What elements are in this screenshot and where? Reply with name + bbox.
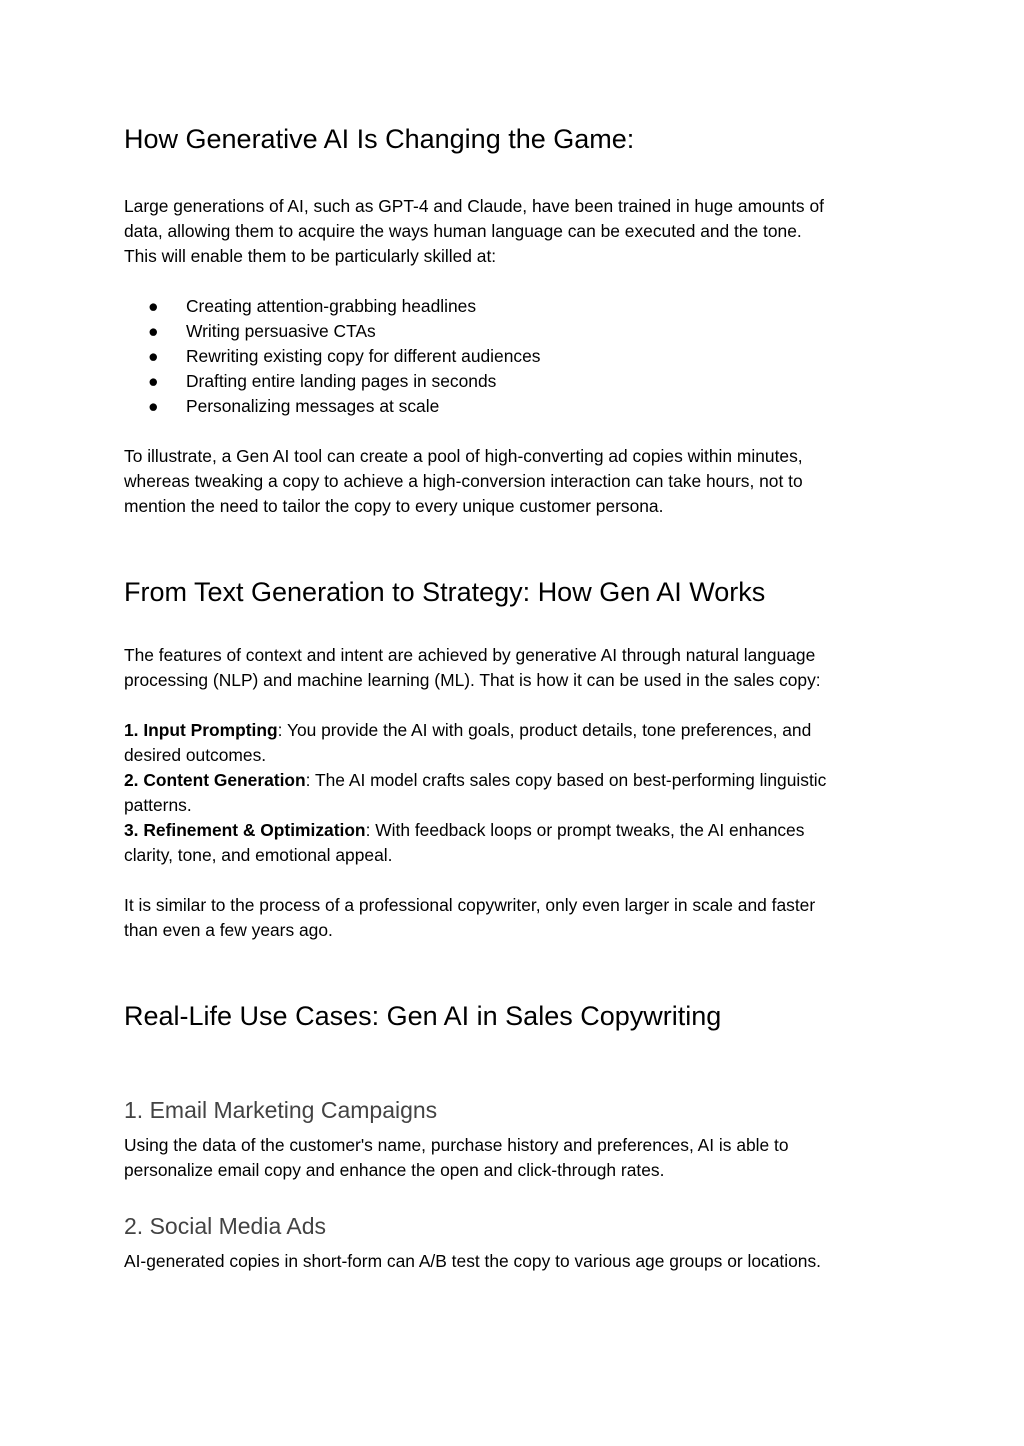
bullet-icon: ● [148,296,159,316]
list-item [124,319,540,344]
text-line: To illustrate, a Gen AI tool can create a pool of high-converting ad copies within minutes, [124,446,803,466]
step-continuation: patterns. [124,795,192,815]
list-item [124,344,540,369]
step-description: : The AI model crafts sales copy based on best-performing linguistic [305,770,827,790]
text-line: AI-generated copies in short-form can A/B test the copy to various age groups or locations. [124,1251,821,1271]
step-continuation: clarity, tone, and emotional appeal. [124,845,393,865]
section-heading-use-cases: Real-Life Use Cases: Gen AI in Sales Copywriting [124,1001,722,1031]
text-line: data, allowing them to acquire the ways human language can be executed and the tone. [124,221,802,241]
process-steps [124,718,904,868]
bullet-icon: ● [148,371,159,391]
list-item-text: Writing persuasive CTAs [186,321,376,341]
text-line: Using the data of the customer's name, purchase history and preferences, AI is able to [124,1135,789,1155]
text-line: than even a few years ago. [124,920,333,940]
step-continuation: desired outcomes. [124,745,267,765]
text-line: personalize email copy and enhance the open and click-through rates. [124,1160,665,1180]
list-item-text: Rewriting existing copy for different audiences [186,346,541,366]
bullet-icon: ● [148,346,159,366]
bullet-icon: ● [148,396,159,416]
list-item [124,294,540,319]
step-description: : With feedback loops or prompt tweaks, the AI enhances [365,820,805,840]
subheading-social-media-ads: 2. Social Media Ads [124,1213,327,1239]
list-item-text: Creating attention-grabbing headlines [186,296,477,316]
text-line: The features of context and intent are achieved by generative AI through natural language [124,645,816,665]
list-item [124,369,540,394]
social-media-paragraph [124,1249,904,1274]
bullet-icon: ● [148,321,159,341]
text-line: whereas tweaking a copy to achieve a high-conversion interaction can take hours, not to [124,471,803,491]
step-line [124,768,904,793]
step-title: 1. Input Prompting [124,720,278,740]
step-title: 3. Refinement & Optimization [124,820,366,840]
step-title: 2. Content Generation [124,770,306,790]
section1-intro-paragraph [124,194,904,269]
section2-intro-paragraph [124,643,904,693]
step-line [124,818,904,843]
subheading-email-marketing: 1. Email Marketing Campaigns [124,1097,438,1123]
section1-outro-paragraph [124,444,904,519]
section2-outro-paragraph [124,893,904,943]
text-line: processing (NLP) and machine learning (ML). That is how it can be used in the sales copy: [124,670,821,690]
text-line: This will enable them to be particularly skilled at: [124,246,497,266]
skills-bullet-list [124,294,540,419]
text-line: It is similar to the process of a professional copywriter, only even larger in scale and faster [124,895,816,915]
text-line: Large generations of AI, such as GPT-4 and Claude, have been trained in huge amounts of [124,196,824,216]
list-item-text: Drafting entire landing pages in seconds [186,371,497,391]
email-marketing-paragraph [124,1133,904,1183]
list-item-text: Personalizing messages at scale [186,396,440,416]
section-heading-how-gen-ai-works: From Text Generation to Strategy: How Gen AI Works [124,577,766,607]
section-heading-generative-ai: How Generative AI Is Changing the Game: [124,124,635,154]
step-line [124,718,904,743]
text-line: mention the need to tailor the copy to every unique customer persona. [124,496,664,516]
list-item [124,394,540,419]
step-description: : You provide the AI with goals, product details, tone preferences, and [277,720,812,740]
